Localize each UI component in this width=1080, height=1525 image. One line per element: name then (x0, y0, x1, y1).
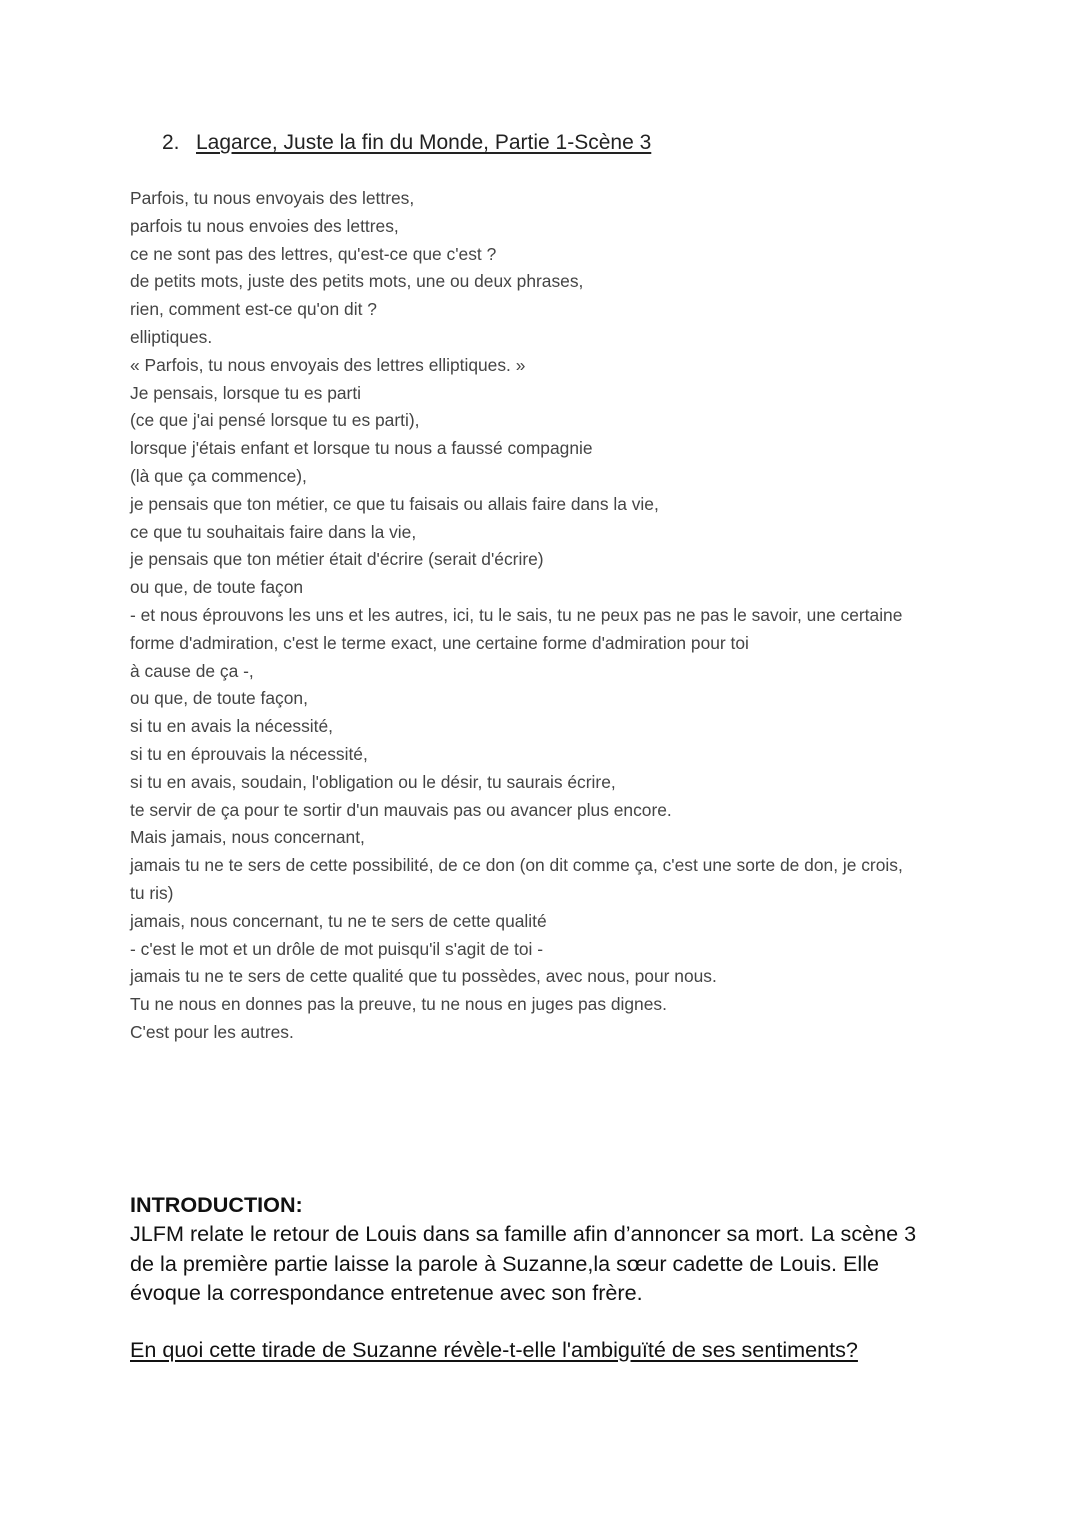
excerpt-line: - c'est le mot et un drôle de mot puisqu'il s'agit de toi - (130, 938, 544, 959)
excerpt-line: Mais jamais, nous concernant, (130, 827, 365, 848)
excerpt-line: te servir de ça pour te sortir d'un mauvais pas ou avancer plus encore. (130, 799, 672, 820)
excerpt-line: jamais tu ne te sers de cette possibilité, de ce don (on dit comme ça, c'est une sorte de don, je crois, (130, 855, 903, 876)
section-number: 2. (162, 131, 180, 154)
excerpt-line: parfois tu nous envoies des lettres, (130, 215, 399, 236)
introduction-section (130, 1190, 950, 1307)
excerpt-line: si tu en avais la nécessité, (130, 716, 333, 737)
excerpt-line: forme d'admiration, c'est le terme exact, une certaine forme d'admiration pour toi (130, 632, 749, 653)
excerpt-line: ce ne sont pas des lettres, qu'est-ce que c'est ? (130, 243, 497, 264)
excerpt-line: je pensais que ton métier, ce que tu faisais ou allais faire dans la vie, (130, 493, 659, 514)
excerpt-line: C'est pour les autres. (130, 1021, 294, 1042)
excerpt-line: ce que tu souhaitais faire dans la vie, (130, 521, 417, 542)
problematic-question: En quoi cette tirade de Suzanne révèle-t-elle l'ambiguïté de ses sentiments? (130, 1337, 858, 1362)
introduction-line: évoque la correspondance entretenue avec son frère. (130, 1279, 643, 1305)
section-title: Lagarce, Juste la fin du Monde, Partie 1-Scène 3 (196, 131, 652, 154)
excerpt-line: (là que ça commence), (130, 465, 307, 486)
excerpt-line: elliptiques. (130, 326, 213, 347)
text-excerpt (130, 185, 960, 1047)
excerpt-line: lorsque j'étais enfant et lorsque tu nous a faussé compagnie (130, 438, 593, 459)
excerpt-line: jamais tu ne te sers de cette qualité que tu possèdes, avec nous, pour nous. (130, 966, 717, 987)
section-heading (162, 129, 651, 157)
excerpt-line: Parfois, tu nous envoyais des lettres, (130, 188, 415, 208)
excerpt-line: à cause de ça -, (130, 660, 254, 681)
excerpt-line: (ce que j'ai pensé lorsque tu es parti), (130, 410, 420, 431)
excerpt-line: de petits mots, juste des petits mots, une ou deux phrases, (130, 271, 584, 292)
introduction-line: de la première partie laisse la parole à Suzanne,la sœur cadette de Louis. Elle (130, 1250, 880, 1276)
excerpt-line: Tu ne nous en donnes pas la preuve, tu ne nous en juges pas dignes. (130, 994, 667, 1015)
excerpt-line: je pensais que ton métier était d'écrire (serait d'écrire) (130, 549, 544, 570)
excerpt-line: si tu en avais, soudain, l'obligation ou le désir, tu saurais écrire, (130, 771, 616, 792)
excerpt-line: tu ris) (130, 882, 174, 903)
excerpt-line: - et nous éprouvons les uns et les autres, ici, tu le sais, tu ne peux pas ne pas le savoir, une certaine (130, 604, 903, 625)
excerpt-line: Je pensais, lorsque tu es parti (130, 382, 362, 403)
excerpt-line: « Parfois, tu nous envoyais des lettres elliptiques. » (130, 354, 526, 375)
excerpt-line: ou que, de toute façon (130, 577, 304, 598)
excerpt-line: ou que, de toute façon, (130, 688, 308, 709)
excerpt-line: rien, comment est-ce qu'on dit ? (130, 299, 377, 320)
excerpt-line: jamais, nous concernant, tu ne te sers de cette qualité (130, 910, 547, 931)
introduction-line: JLFM relate le retour de Louis dans sa famille afin d’annoncer sa mort. La scène 3 (130, 1221, 917, 1247)
introduction-title: INTRODUCTION: (130, 1192, 303, 1217)
excerpt-line: si tu en éprouvais la nécessité, (130, 743, 368, 764)
